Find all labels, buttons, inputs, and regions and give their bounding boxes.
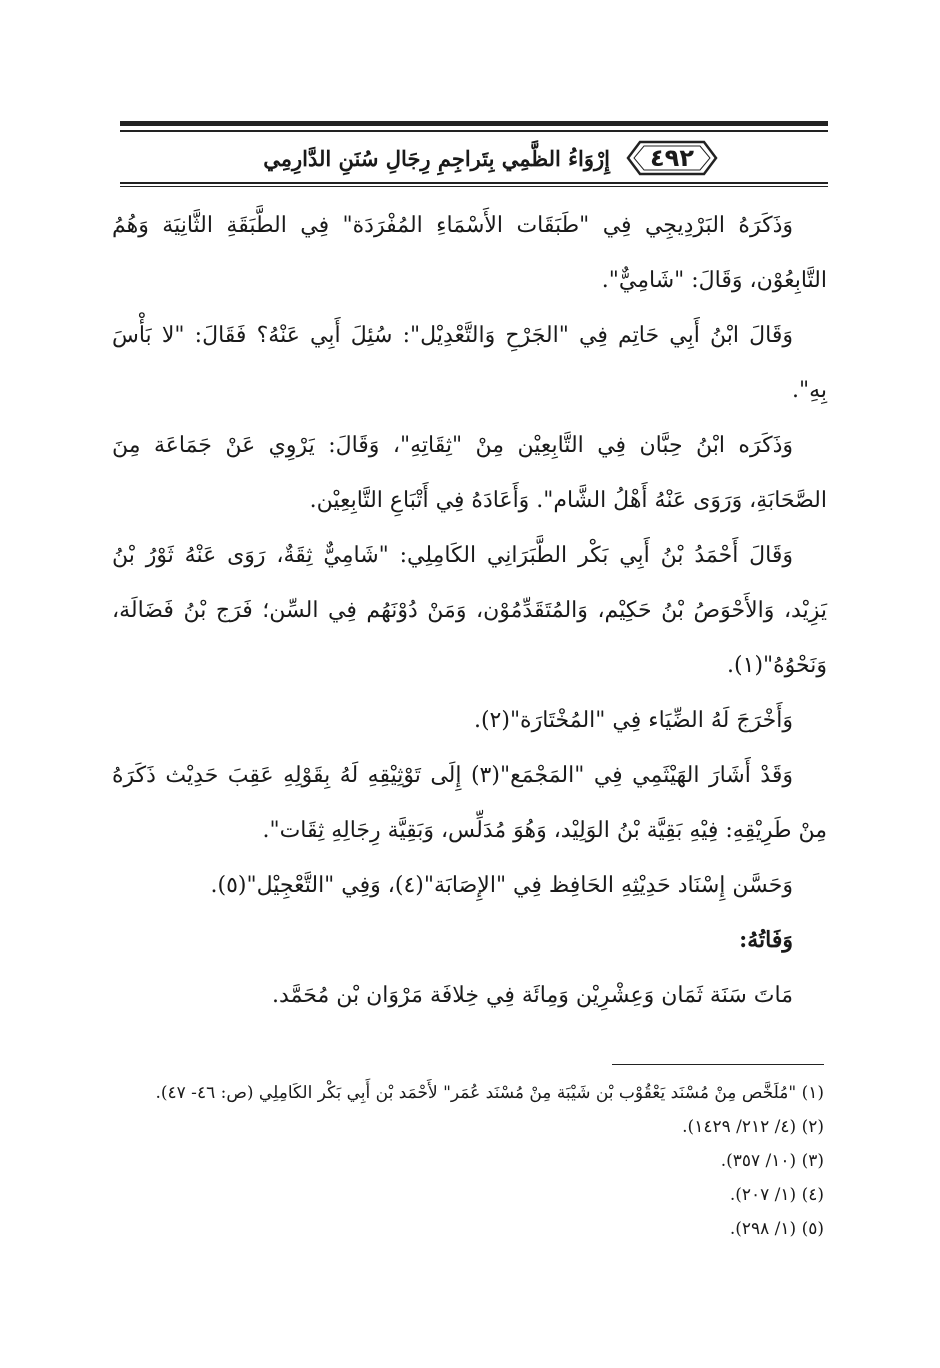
page-number: ٤٩٢ xyxy=(650,144,694,172)
footnotes xyxy=(112,1076,824,1246)
header-rule-thick xyxy=(120,121,828,126)
paragraph: وَحَسَّن إِسْنَاد حَدِيْثِهِ الحَافِظ فِي "الإِصَابَة"(٤)، وَفِي "التَّعْجِيْل"(٥). xyxy=(210,873,793,898)
paragraph: وَقَالَ أَحْمَدُ بْنُ أَبِي بَكْر الطَّبَرَانِي الكَامِلِي: "شَامِيٌّ ثِقَةٌ، رَوَى عَنْهُ ثَوْرُ بْنُ يَزِيْد، وَالأَحْوَصُ بْنُ حَكِيْم، وَالمُتَقَدِّمُوْن، وَمَنْ دُوْنَهُم فِي السِّن؛ فَرَج بْنُ فَضَالَة، وَنَحْوُهُ"(١). xyxy=(112,543,827,678)
paragraph-death: مَاتَ سَنَة ثَمَان وَعِشْرِيْن وَمِائَة فِي خِلافَة مَرْوَان بْن مُحَمَّد. xyxy=(272,983,793,1008)
paragraph: وَأَخْرَجَ لَهُ الضِّيَاء فِي "المُخْتَارَة"(٢). xyxy=(473,708,793,733)
paragraph: وَذَكَرَه ابْنُ حِبَّان فِي التَّابِعِيْن مِنْ "ثِقَاتِهِ"، وَقَالَ: يَرْوِي عَنْ جَمَاعَة مِنَ الصَّحَابَةِ، وَرَوَى عَنْهُ أَهْلُ الشَّام". وَأَعَادَهُ فِي أَتْبَاعِ التَّابِعِيْن. xyxy=(112,433,827,513)
header-rule-bottom xyxy=(120,182,828,184)
footnote-3: (٣) (١٠/ ٣٥٧). xyxy=(720,1151,824,1171)
footnote-2: (٢) (٤/ ٢١٢/ ١٤٢٩). xyxy=(682,1117,824,1137)
section-heading-death: وَفَاتُهُ: xyxy=(739,927,793,953)
page-number-ornament xyxy=(626,138,718,178)
paragraph: وَقَدْ أَشَارَ الهَيْثَمِي فِي "المَجْمَع"(٣) إِلَى تَوْثِيْقِهِ لَهُ بِقَوْلِهِ عَقِبَ حَدِيْث ذَكَرَهُ مِنْ طَرِيْقِهِ: فِيْهِ بَقِيَّة بْنُ الوَلِيْد، وَهُوَ مُدَلِّس، وَبَقِيَّة رِجَالِهِ ثِقَات". xyxy=(112,763,827,843)
paragraph: وَذَكَرَهُ البَرْدِيجِي فِي "طَبَقَات الأَسْمَاءِ المُفْرَدَة" فِي الطَّبَقَةِ الثَّانِيَة وَهُمُ التَّابِعُوْن، وَقَالَ: "شَامِيٌّ". xyxy=(112,213,827,293)
footnote-4: (٤) (١/ ٢٠٧). xyxy=(729,1185,824,1205)
running-title: إِرْوَاءُ الظَّمِي بِتَراجِمِ رِجَالِ سُنَنِ الدَّارِمِي xyxy=(263,146,610,171)
body-text xyxy=(112,198,827,1023)
footnote-1: (١) "مُلَخَّص مِنْ مُسْنَد يَعْقُوْب بْن شَيْبَة مِنْ مُسْنَد عُمَر" لأَحْمَد بْن أَبِي بَكْر الكَامِلِي (ص: ٤٦- ٤٧). xyxy=(155,1083,824,1103)
header-rule-thin xyxy=(120,130,828,132)
header-rule-bottom-thin xyxy=(120,186,828,187)
footnote-5: (٥) (١/ ٢٩٨). xyxy=(729,1219,824,1239)
footnote-separator xyxy=(612,1064,824,1065)
paragraph: وَقَالَ ابْنُ أَبِي حَاتِم فِي "الجَرْحِ وَالتَّعْدِيْل": سُئِلَ أَبِي عَنْهُ؟ فَقَالَ: "لا بَأْسَ بِهِ". xyxy=(112,323,827,403)
